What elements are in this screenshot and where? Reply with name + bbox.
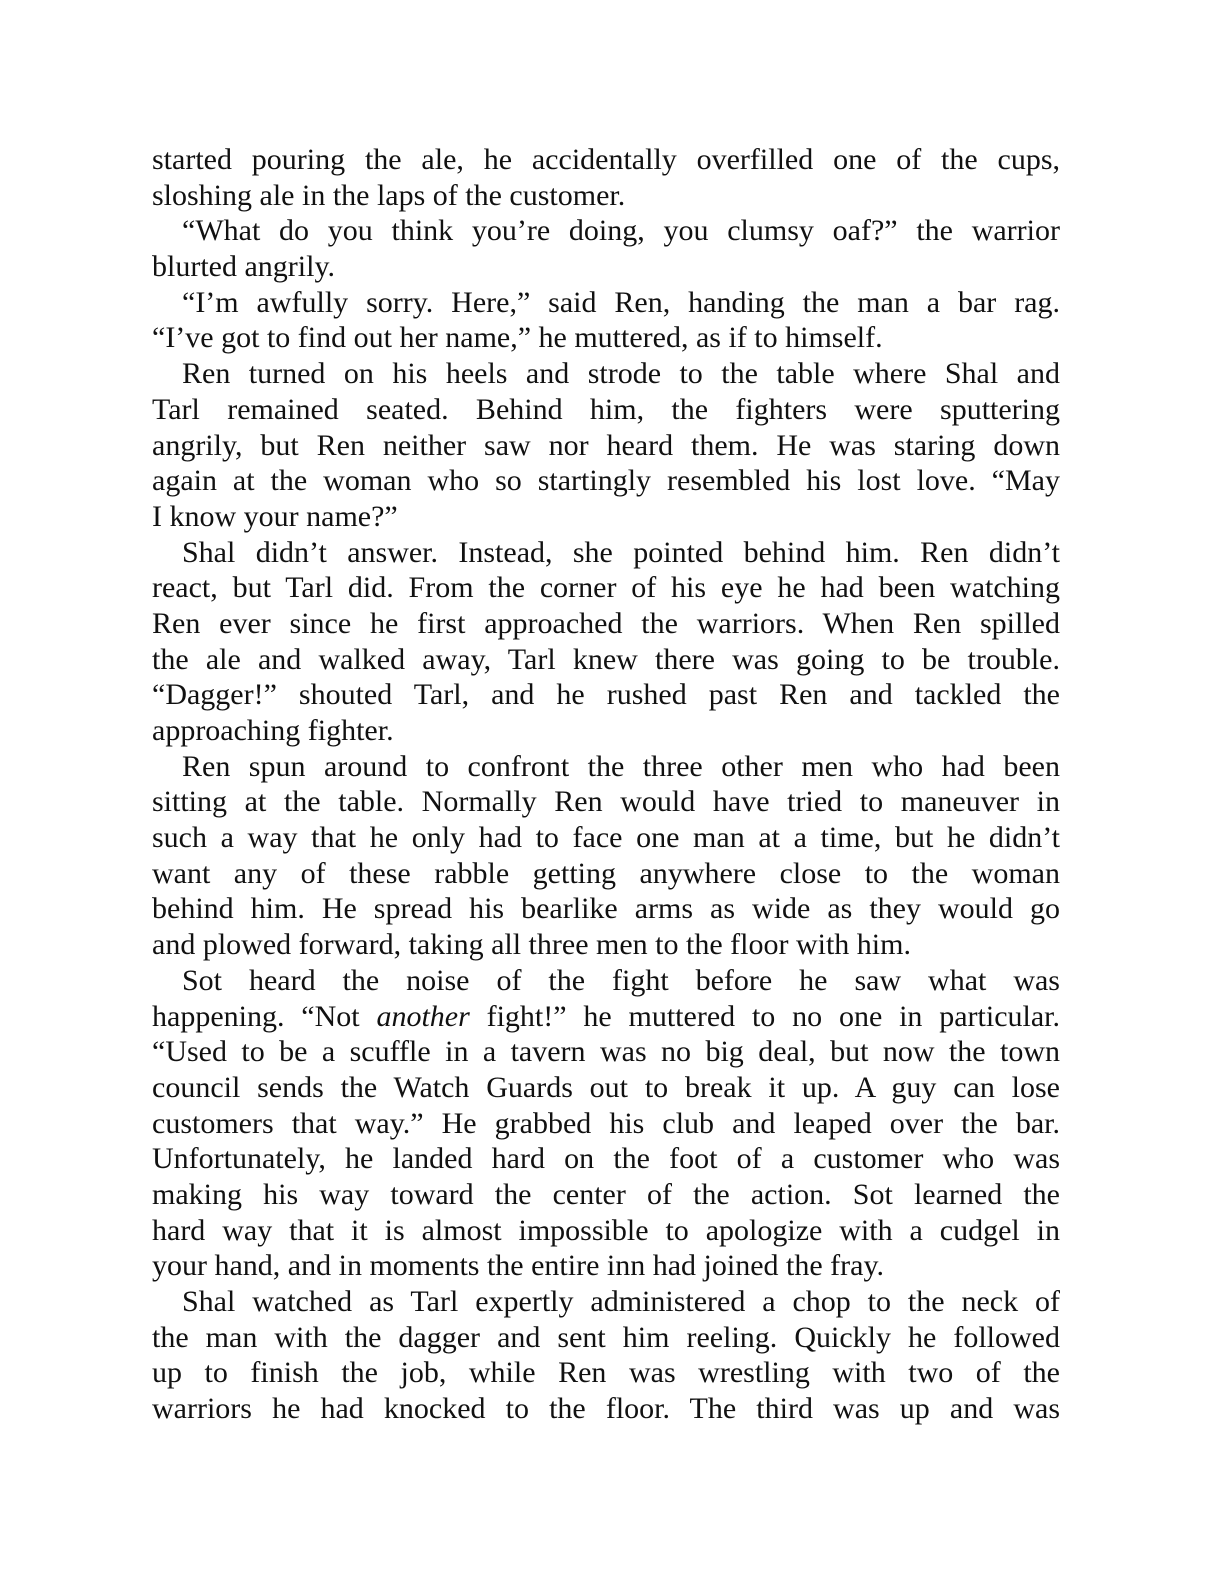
- text-line: I know your name?”: [152, 499, 398, 533]
- text-line: council sends the Watch Guards out to break it up. A guy can lose: [152, 1070, 1060, 1104]
- paragraph: [152, 213, 1060, 284]
- text-line: Shal didn’t answer. Instead, she pointed behind him. Ren didn’t: [182, 535, 1060, 569]
- text-line: sloshing ale in the laps of the customer.: [152, 178, 626, 212]
- text-segment: happening. “Not: [152, 999, 377, 1033]
- paragraph: [152, 749, 1060, 963]
- text-line: the man with the dagger and sent him reeling. Quickly he followed: [152, 1320, 1060, 1354]
- text-line: “Used to be a scuffle in a tavern was no big deal, but now the town: [152, 1035, 1060, 1069]
- paragraph: [152, 285, 1060, 356]
- text-line: warriors he had knocked to the floor. The third was up and was: [152, 1392, 1060, 1426]
- text-line: [152, 999, 1060, 1035]
- text-line: such a way that he only had to face one man at a time, but he didn’t: [152, 821, 1060, 855]
- text-line: making his way toward the center of the action. Sot learned the: [152, 1177, 1060, 1211]
- text-line: hard way that it is almost impossible to apologize with a cudgel in: [152, 1213, 1060, 1247]
- paragraph: [152, 142, 1060, 213]
- text-line: started pouring the ale, he accidentally overfilled one of the cups,: [152, 143, 1060, 176]
- text-line: behind him. He spread his bearlike arms as wide as they would go: [152, 892, 1060, 926]
- text-line: angrily, but Ren neither saw nor heard them. He was staring down: [152, 428, 1060, 462]
- text-line: Unfortunately, he landed hard on the foot of a customer who was: [152, 1142, 1060, 1176]
- italic-emphasis: another: [376, 999, 470, 1033]
- text-line: Shal watched as Tarl expertly administered a chop to the neck of: [182, 1285, 1060, 1318]
- text-line: “Dagger!” shouted Tarl, and he rushed past Ren and tackled the: [152, 678, 1060, 712]
- body-text: [152, 142, 1060, 1427]
- text-segment: fight!” he muttered to no one in particular.: [469, 999, 1060, 1033]
- text-line: Sot heard the noise of the fight before he saw what was: [182, 963, 1060, 997]
- text-line: up to finish the job, while Ren was wrestling with two of the: [152, 1356, 1060, 1390]
- text-line: “I’ve got to find out her name,” he muttered, as if to himself.: [152, 321, 883, 355]
- text-line: Ren ever since he first approached the warriors. When Ren spilled: [152, 606, 1060, 640]
- paragraph: [152, 963, 1060, 1284]
- text-line: customers that way.” He grabbed his club and leaped over the bar.: [152, 1106, 1060, 1140]
- text-line: “I’m awfully sorry. Here,” said Ren, handing the man a bar rag.: [182, 285, 1060, 319]
- text-line: and plowed forward, taking all three men to the floor with him.: [152, 928, 911, 962]
- text-line: again at the woman who so startingly resembled his lost love. “May: [152, 464, 1060, 498]
- text-line: blurted angrily.: [152, 250, 336, 284]
- text-line: Ren spun around to confront the three other men who had been: [182, 749, 1060, 783]
- text-line: “What do you think you’re doing, you clumsy oaf?” the warrior: [182, 214, 1060, 248]
- text-line: the ale and walked away, Tarl knew there was going to be trouble.: [152, 642, 1060, 676]
- text-line: approaching fighter.: [152, 714, 394, 747]
- text-line: sitting at the table. Normally Ren would have tried to maneuver in: [152, 785, 1060, 819]
- text-line: react, but Tarl did. From the corner of his eye he had been watching: [152, 571, 1060, 605]
- paragraph: [152, 356, 1060, 534]
- paragraph: [152, 1284, 1060, 1427]
- paragraph: [152, 535, 1060, 749]
- text-line: Tarl remained seated. Behind him, the fighters were sputtering: [152, 392, 1060, 426]
- text-line: want any of these rabble getting anywhere close to the woman: [152, 856, 1060, 890]
- text-line: Ren turned on his heels and strode to the table where Shal and: [182, 357, 1060, 391]
- text-line: your hand, and in moments the entire inn had joined the fray.: [152, 1249, 885, 1283]
